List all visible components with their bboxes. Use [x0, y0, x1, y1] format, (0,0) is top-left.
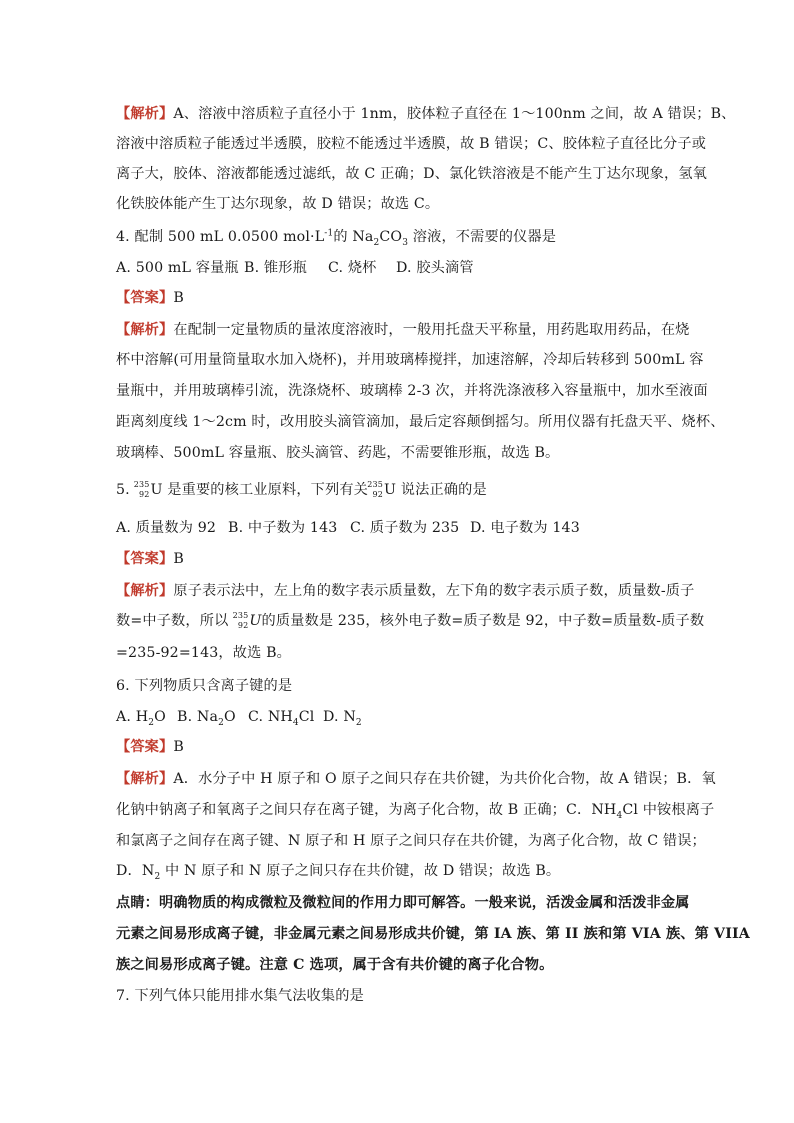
- answer-label: 【答案】: [116, 290, 174, 306]
- answer-label: 【答案】: [116, 739, 174, 755]
- q4-options: [116, 258, 686, 278]
- q3-analysis-line-4: 化铁胶体能产生丁达尔现象，故 D 错误；故选 C。: [116, 196, 440, 212]
- q4-analysis-line-4: 距离刻度线 1～2cm 时，改用胶头滴管滴加，最后定容颠倒摇匀。所用仪器有托盘天平、烧杯、: [116, 414, 725, 430]
- analysis-label: 【解析】: [116, 771, 174, 787]
- answer-label: 【答案】: [116, 551, 174, 567]
- q6-option-b: B. $Na_2O$: [177, 709, 236, 728]
- q4-answer: 【答案】B: [116, 290, 184, 306]
- q5-analysis-line-1: 【解析】原子表示法中，左上角的数字表示质量数，左下角的数字表示质子数，质量数-质子: [116, 583, 695, 599]
- isotope-notation: 235 92: [133, 480, 150, 499]
- q5-option-b: B. 中子数为 143: [228, 520, 338, 536]
- q6-analysis-line-2: 化钠中钠离子和氧离子之间只存在离子键，为离子化合物，故 B 正确；C．$NH_4Cl$ 中铵根离子: [116, 802, 715, 821]
- q4-analysis-line-2: 杯中溶解(可用量筒量取水加入烧杯)，并用玻璃棒搅拌，加速溶解，冷却后转移到 500mL 容: [116, 352, 704, 368]
- q5-option-c: C. 质子数为 235: [350, 520, 460, 536]
- isotope-notation: 235 92: [367, 480, 384, 499]
- q6-analysis-line-4: D．$N_2$ 中 N 原子和 N 原子之间只存在共价键，故 D 错误；故选 B。: [116, 863, 561, 882]
- q5-options: [116, 518, 686, 538]
- q6-question: 6. 下列物质只含离子键的是: [116, 678, 293, 694]
- q4-analysis-line-5: 玻璃棒、500mL 容量瓶、胶头滴管、药匙，不需要锥形瓶，故选 B。: [116, 445, 560, 461]
- isotope-notation: 235 92: [232, 611, 249, 630]
- q3-analysis-line-1: 【解析】A、溶液中溶质粒子直径小于 1nm，胶体粒子直径在 1～100nm 之间，故 A 错误；B、: [116, 106, 736, 122]
- analysis-label: 【解析】: [116, 583, 174, 599]
- q6-options: [116, 707, 686, 727]
- q4-question: 4. 配制 500 mL 0.0500 $mol\cdot L^{-1}$的 $Na_2CO_3$ 溶液，不需要的仪器是: [116, 228, 557, 248]
- q6-option-d: D. $N_2$: [323, 709, 362, 728]
- q5-option-d: D. 电子数为 143: [470, 520, 580, 536]
- q4-option-c: C. 烧杯: [328, 260, 377, 276]
- q5-option-a: A. 质量数为 92: [116, 520, 217, 536]
- analysis-label: 【解析】: [116, 322, 174, 338]
- q6-note-line-1: 点睛：明确物质的构成微粒及微粒间的作用力即可解答。一般来说，活泼金属和活泼非金属: [116, 895, 690, 911]
- q4-analysis-line-3: 量瓶中，并用玻璃棒引流，洗涤烧杯、玻璃棒 2-3 次，并将洗涤液移入容量瓶中，加水至液面: [116, 383, 708, 399]
- q6-answer: 【答案】B: [116, 739, 184, 755]
- analysis-label: 【解析】: [116, 106, 174, 122]
- q6-note-line-3: 族之间易形成离子键。注意 C 选项，属于含有共价键的离子化合物。: [116, 957, 554, 973]
- q5-question: 5. 235 92 U 是重要的核工业原料，下列有关 235 92 U 说法正确的是: [116, 480, 487, 499]
- q5-answer: 【答案】B: [116, 551, 184, 567]
- q6-option-c: C. $NH_4Cl$: [248, 709, 315, 728]
- q4-analysis-line-1: 【解析】在配制一定量物质的量浓度溶液时，一般用托盘天平称量，用药匙取用药品，在烧: [116, 322, 690, 338]
- q3-analysis-line-3: 离子大，胶体、溶液都能透过滤纸，故 C 正确；D、氯化铁溶液是不能产生丁达尔现象，氢氧: [116, 166, 708, 182]
- q4-option-d: D. 胶头滴管: [396, 260, 474, 276]
- q3-analysis-line-2: 溶液中溶质粒子能透过半透膜，胶粒不能透过半透膜，故 B 错误；C、胶体粒子直径比分子或: [116, 136, 707, 152]
- q6-note-line-2: 元素之间易形成离子键，非金属元素之间易形成共价键，第 IA 族、第 II 族和第 VIA 族、第 VIIA: [116, 926, 750, 942]
- q4-option-b: B. 锥形瓶: [244, 260, 307, 276]
- q6-analysis-line-3: 和氯离子之间存在离子键、N 原子和 H 原子之间只存在共价键，为离子化合物，故 C 错误；: [116, 833, 706, 849]
- q5-analysis-line-3: =235-92=143，故选 B。: [116, 645, 292, 661]
- q7-question: 7. 下列气体只能用排水集气法收集的是: [116, 988, 364, 1004]
- q6-option-a: A. $H_2O$: [116, 709, 166, 728]
- q5-analysis-line-2: 数=中子数，所以 235 92 U的质量数是 235，核外电子数=质子数是 92，中子数=质量数-质子数: [116, 611, 705, 630]
- q4-option-a: A. 500 mL 容量瓶: [116, 260, 239, 276]
- q6-analysis-line-1: 【解析】A．水分子中 H 原子和 O 原子之间只存在共价键，为共价化合物，故 A 错误；B．氧: [116, 771, 716, 787]
